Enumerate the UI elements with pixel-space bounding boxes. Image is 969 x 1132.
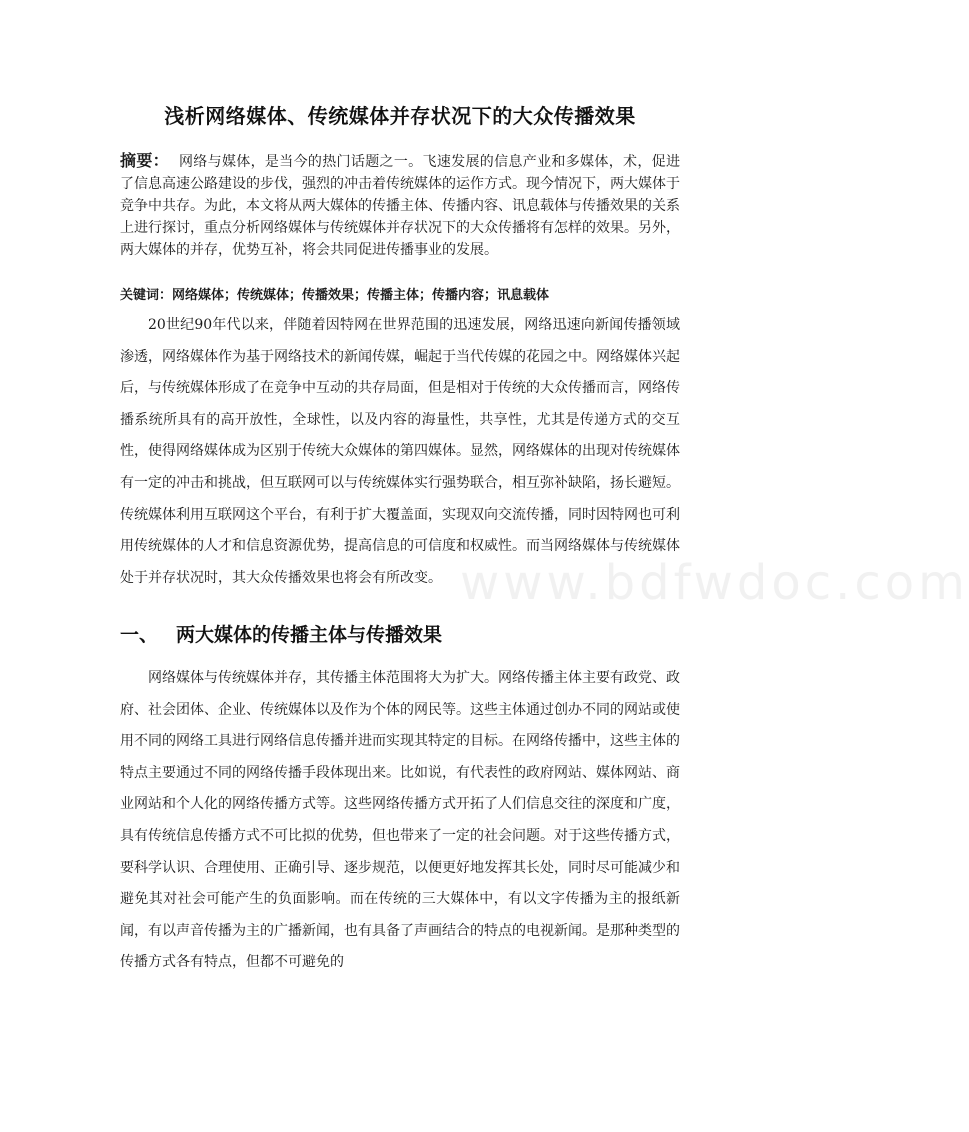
keywords: 关键词：网络媒体；传统媒体；传播效果；传播主体；传播内容；讯息载体 [120, 288, 550, 303]
section-heading [120, 620, 442, 647]
abstract [120, 150, 680, 261]
section-number: 一、 [120, 624, 159, 646]
abstract-text: 网络与媒体，是当今的热门话题之一。飞速发展的信息产业和多媒体，术，促进了信息高速公路建设的步伐，强烈的冲击着传统媒体的运作方式。现今情况下，两大媒体于竞争中共存。为此，本文将从两大媒体的传播主体、传播内容、讯息载体与传播效果的关系上进行探讨，重点分析网络媒体与传统媒体并存状况下的大众传播将有怎样的效果。另外，两大媒体的并存，优势互补，将会共同促进传播事业的发展。 [120, 154, 680, 258]
paragraph-intro: 20世纪90年代以来，伴随着因特网在世界范围的迅速发展，网络迅速向新闻传播领域渗透，网络媒体作为基于网络技术的新闻传媒，崛起于当代传媒的花园之中。网络媒体兴起后，与传统媒体形成了在竞争中互动的共存局面，但是相对于传统的大众传播而言，网络传播系统所具有的高开放性，全球性，以及内容的海量性，共享性，尤其是传递方式的交互性，使得网络媒体成为区别于传统大众媒体的第四媒体。显然，网络媒体的出现对传统媒体有一定的冲击和挑战，但互联网可以与传统媒体实行强势联合，相互弥补缺陷，扬长避短。传统媒体利用互联网这个平台，有利于扩大覆盖面，实现双向交流传播，同时因特网也可利用传统媒体的人才和信息资源优势，提高信息的可信度和权威性。而当网络媒体与传统媒体处于并存状况时，其大众传播效果也将会有所改变。 [120, 317, 680, 586]
paragraph-section1: 网络媒体与传统媒体并存，其传播主体范围将大为扩大。网络传播主体主要有政党、政府、社会团体、企业、传统媒体以及作为个体的网民等。这些主体通过创办不同的网站或使用不同的网络工具进行网络信息传播并进而实现其特定的目标。在网络传播中，这些主体的特点主要通过不同的网络传播手段体现出来。比如说，有代表性的政府网站、媒体网站、商业网站和个人化的网络传播方式等。这些网络传播方式开拓了人们信息交往的深度和广度，具有传统信息传播方式不可比拟的优势，但也带来了一定的社会问题。对于这些传播方式，要科学认识、合理使用、正确引导、逐步规范，以便更好地发挥其长处，同时尽可能减少和避免其对社会可能产生的负面影响。而在传统的三大媒体中，有以文字传播为主的报纸新闻，有以声音传播为主的广播新闻，也有具备了声画结合的特点的电视新闻。是那种类型的传播方式各有特点，但都不可避免的 [120, 670, 680, 971]
document-title: 浅析网络媒体、传统媒体并存状况下的大众传播效果 [164, 104, 636, 128]
watermark: www.bdfwdoc.com [460, 555, 969, 611]
abstract-label: 摘要： [120, 151, 169, 170]
section-title: 两大媒体的传播主体与传播效果 [176, 624, 443, 646]
